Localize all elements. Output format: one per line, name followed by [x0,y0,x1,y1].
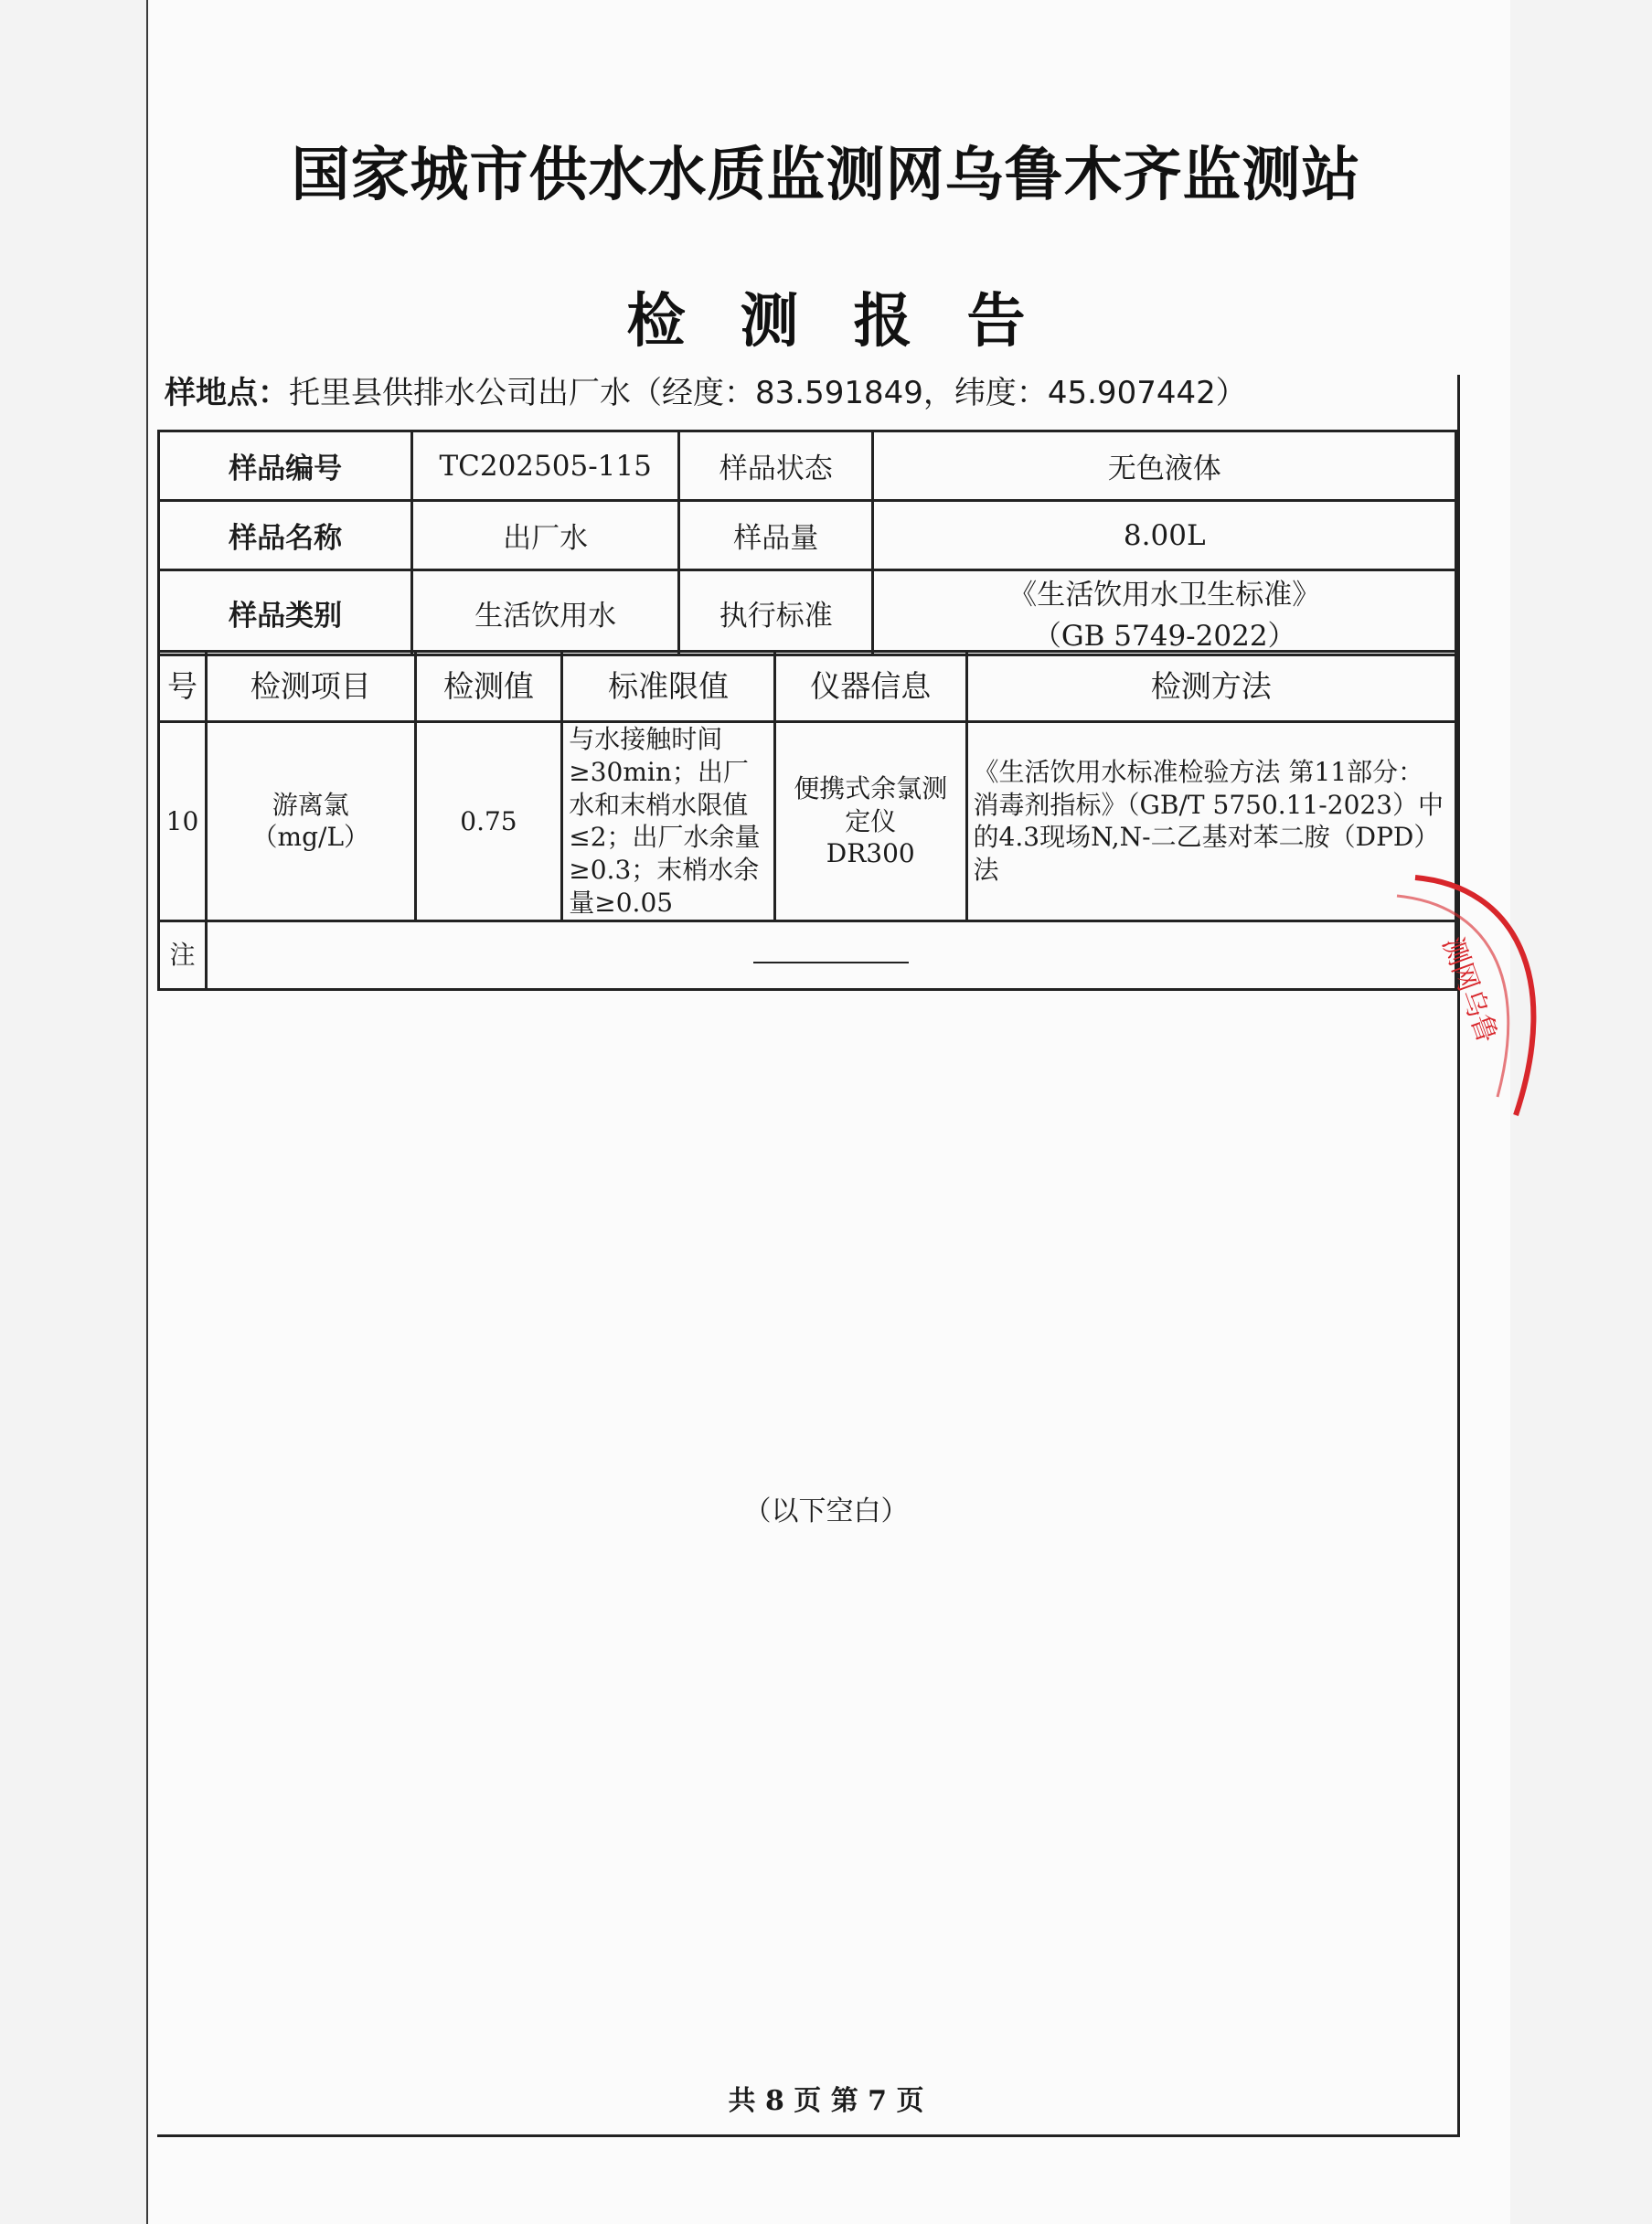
row-instrument-cell [774,722,966,921]
sampling-label: 样地点： [165,375,289,411]
note-value [206,920,1455,989]
header-index: 号 [159,652,207,722]
sample-type-label: 样品类别 [159,570,412,655]
sample-state-label: 样品状态 [678,431,872,501]
sample-qty-label: 样品量 [678,501,872,570]
row-instrument-name: 便携式余氯测定仪 [794,772,948,836]
header-limit: 标准限值 [562,652,775,722]
sample-no-label: 样品编号 [159,431,412,501]
sampling-location [165,367,1247,412]
report-title: 检测报告 [626,288,1081,356]
table-row [159,722,1456,921]
row-limit: 与水接触时间≥30min；出厂水和末梢水限值≤2；出厂水余量≥0.3；末梢水余量≥0.05 [562,722,775,921]
result-header-row [159,652,1456,722]
standard-label: 执行标准 [678,570,872,655]
row-unit: （mg/L） [251,822,370,853]
standard-name: 《生活饮用水卫生标准》 [1008,579,1321,612]
sample-qty: 8.00L [873,501,1456,570]
row-item: 游离氯 [272,789,349,820]
standard-cell [873,570,1456,655]
header-instrument: 仪器信息 [774,652,966,722]
sample-state: 无色液体 [873,431,1456,501]
svg-text:测网乌鲁: 测网乌鲁 [1435,932,1504,1048]
official-seal-stamp [1379,868,1580,1124]
sample-name: 出厂水 [412,501,679,570]
sample-name-label: 样品名称 [159,501,412,570]
page-number: 共 8 页 第 7 页 [728,2085,924,2117]
row-method: 《生活饮用水标准检验方法 第11部分：消毒剂指标》（GB/T 5750.11-2023）中的4.3现场N,N-二乙基对苯二胺（DPD）法 [966,722,1455,921]
sample-info-table [157,430,1457,656]
row-value: 0.75 [415,722,562,921]
note-dash [753,962,909,963]
header-value: 检测值 [415,652,562,722]
header-method: 检测方法 [966,652,1455,722]
note-row [159,920,1456,989]
row-instrument-model: DR300 [826,838,915,869]
standard-code: （GB 5749-2022） [1032,620,1296,653]
header-item: 检测项目 [206,652,415,722]
sample-no: TC202505-115 [412,431,679,501]
result-table [157,650,1457,991]
row-item-cell [206,722,415,921]
organization-title: 国家城市供水水质监测网乌鲁木齐监测站 [291,142,1361,209]
blank-below-note: （以下空白） [743,1495,909,1527]
note-label: 注 [159,920,207,989]
row-index: 10 [159,722,207,921]
sample-type: 生活饮用水 [412,570,679,655]
sampling-value: 托里县供排水公司出厂水（经度：83.591849，纬度：45.907442） [289,375,1247,411]
